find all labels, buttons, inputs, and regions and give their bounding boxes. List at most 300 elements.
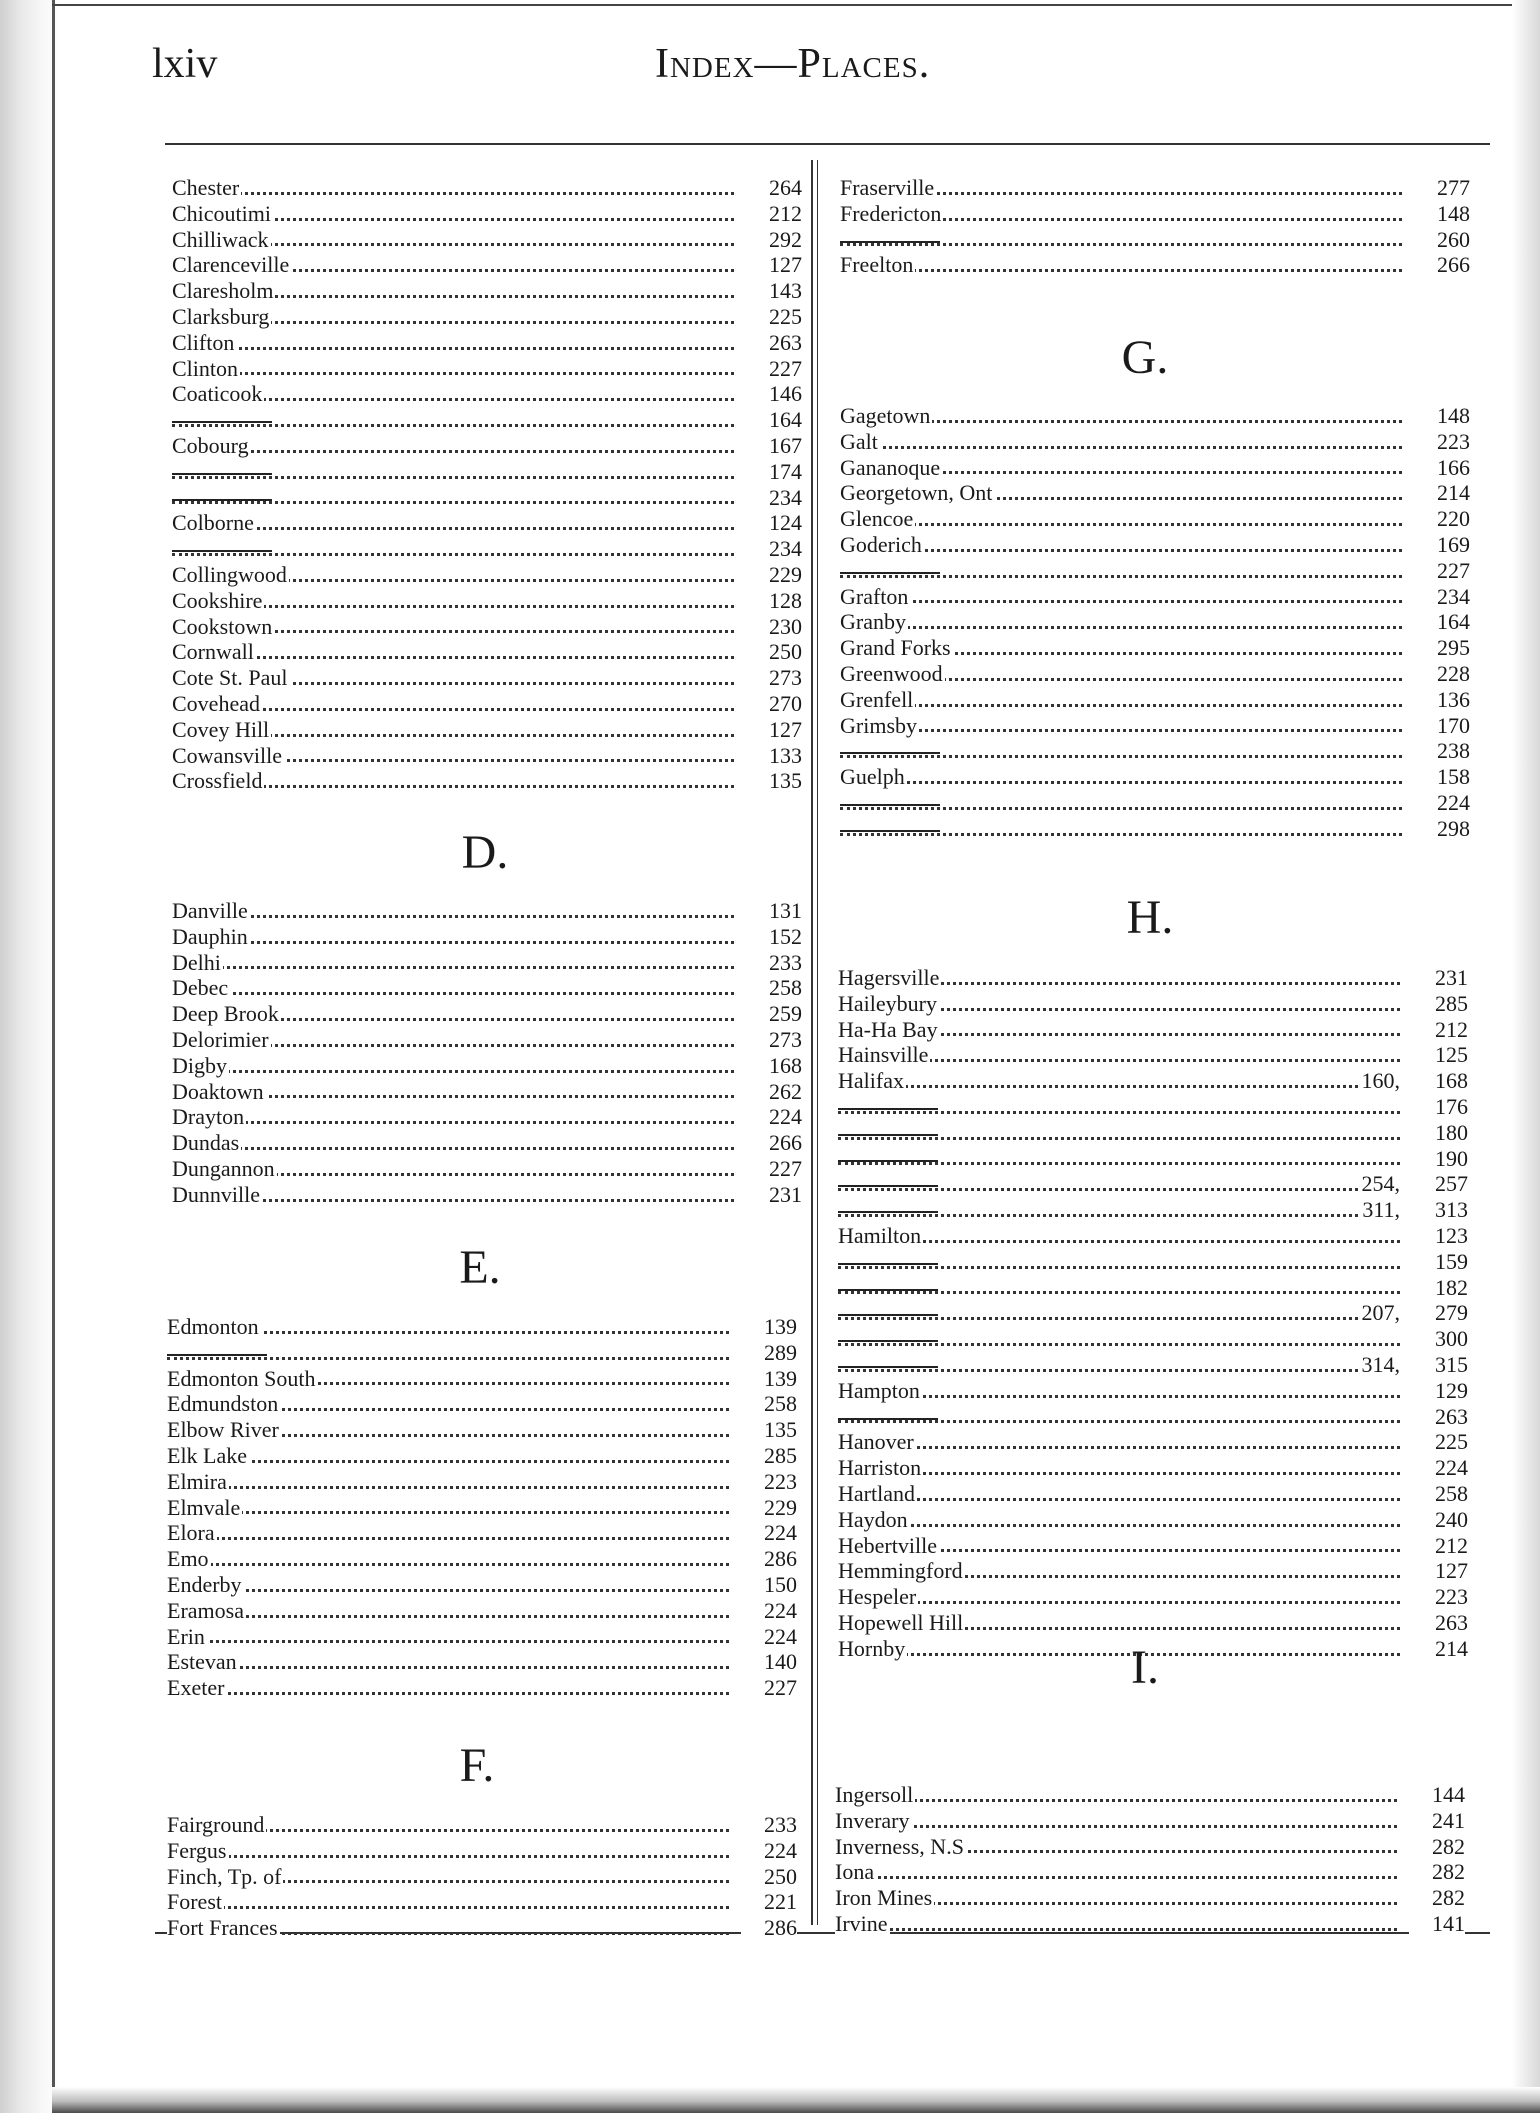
index-entry [167, 1675, 797, 1701]
section-h-list [838, 965, 1468, 1662]
page-number-ref: 313 [1412, 1197, 1468, 1223]
ditto-dash [838, 1185, 938, 1187]
page-number-ref: 131 [746, 898, 802, 924]
page-number-ref: 234 [1414, 584, 1470, 610]
dot-leader [167, 1460, 729, 1463]
page-number-ref: 166 [1414, 455, 1470, 481]
place-name: Glencoe [840, 506, 914, 532]
index-entry [840, 816, 1470, 842]
page-number-ref: 152 [746, 924, 802, 950]
place-name: Clifton [172, 329, 235, 355]
place-name: Granby [840, 609, 906, 635]
page-number-ref: 144 [1409, 1782, 1465, 1808]
index-entry [172, 304, 802, 330]
dot-leader [167, 1486, 729, 1489]
page-number-ref: 224 [741, 1624, 797, 1650]
page-number-ref: 286 [741, 1915, 797, 1941]
place-name: Irvine [835, 1910, 888, 1936]
place-name: Grimsby [840, 712, 917, 738]
dot-leader [167, 1666, 729, 1669]
place-name: Hamilton [838, 1222, 922, 1248]
dot-leader [172, 992, 734, 995]
place-name: Fredericton [840, 200, 942, 226]
ditto-dash [172, 473, 272, 475]
place-name: Elbow River [167, 1417, 279, 1443]
dot-leader [838, 1369, 1400, 1372]
page-number-ref: 250 [741, 1864, 797, 1890]
section-g-list [840, 403, 1470, 842]
letter-heading-e: E. [459, 1241, 501, 1294]
place-name: Dauphin [172, 923, 248, 949]
page-number-ref: 263 [1412, 1610, 1468, 1636]
page-number-ref: 228 [1414, 661, 1470, 687]
dot-leader [172, 941, 734, 944]
dot-leader [840, 833, 1402, 836]
ditto-dash [838, 1289, 938, 1291]
page-number-ref: 260 [1414, 227, 1470, 253]
place-name: Georgetown, Ont [840, 480, 993, 506]
page-number-ref: 168 [746, 1053, 802, 1079]
ditto-dash [838, 1263, 938, 1265]
page-number-ref: 212 [1412, 1017, 1468, 1043]
place-name: Digby [172, 1052, 227, 1078]
page-number-ref: 286 [741, 1546, 797, 1572]
index-entry [172, 1104, 802, 1130]
place-name: Claresholm [172, 278, 274, 304]
dot-leader [840, 729, 1402, 732]
dot-leader [840, 523, 1402, 526]
ditto-dash [840, 752, 940, 754]
index-entry [840, 661, 1470, 687]
place-name: Coaticook [172, 381, 263, 407]
place-name: Elmira [167, 1468, 227, 1494]
place-name: Freelton [840, 252, 914, 278]
page-number-ref: 146 [746, 381, 802, 407]
index-entry [835, 1782, 1465, 1808]
place-name: Cornwall [172, 639, 254, 665]
page-bottom-shadow [52, 2087, 1540, 2113]
index-entry [172, 278, 802, 304]
dot-leader [838, 1524, 1400, 1527]
page-number-ref: 258 [1412, 1481, 1468, 1507]
index-entry [838, 1120, 1468, 1146]
dot-leader [172, 1147, 734, 1150]
page-number-ref: 229 [746, 562, 802, 588]
index-entry [840, 480, 1470, 506]
place-name: Goderich [840, 531, 922, 557]
index-entry [167, 1598, 797, 1624]
dot-leader [838, 1343, 1400, 1346]
page-number-ref: 224 [741, 1520, 797, 1546]
index-entry [838, 1068, 1468, 1094]
page-number-ref: 224 [741, 1838, 797, 1864]
page-number-ref: 285 [741, 1443, 797, 1469]
index-entry [167, 1889, 797, 1915]
index-entry [167, 1572, 797, 1598]
page-number-ref: 123 [1412, 1223, 1468, 1249]
index-entry [840, 506, 1470, 532]
index-entry [172, 691, 802, 717]
place-name: Danville [172, 898, 248, 923]
index-entry [838, 1146, 1468, 1172]
index-entry [838, 1404, 1468, 1430]
index-entry [838, 991, 1468, 1017]
page-number-ref: 295 [1414, 635, 1470, 661]
place-name: Iron Mines [835, 1885, 933, 1911]
dot-leader [167, 1537, 729, 1540]
index-entry [172, 510, 802, 536]
index-entry [838, 1223, 1468, 1249]
page-number-ref: 263 [746, 330, 802, 356]
index-entry [838, 1275, 1468, 1301]
place-name: Gananoque [840, 454, 941, 480]
page-number-ref: 159 [1412, 1249, 1468, 1275]
place-name: Edmundston [167, 1391, 279, 1417]
page-number-ref: 282 [1409, 1834, 1465, 1860]
page-number-ref: 234 [746, 536, 802, 562]
dot-leader [835, 1799, 1397, 1802]
dot-leader [838, 1317, 1400, 1320]
place-name: Doaktown [172, 1078, 264, 1104]
ditto-dash [838, 1211, 938, 1213]
page-number-ref: 230 [746, 614, 802, 640]
place-name: Finch, Tp. of [167, 1863, 282, 1889]
page-number-ref: 258 [741, 1391, 797, 1417]
page-number-ref: 224 [1414, 790, 1470, 816]
index-entry [167, 1812, 797, 1838]
index-entry [172, 536, 802, 562]
dot-leader [167, 1511, 729, 1514]
index-entry [838, 1300, 1468, 1326]
page-number-ref: 233 [746, 950, 802, 976]
index-entry [838, 1171, 1468, 1197]
ditto-dash [838, 1108, 938, 1110]
page-number-ref: 182 [1412, 1275, 1468, 1301]
index-entry [172, 665, 802, 691]
binding-edge-line [52, 0, 55, 2113]
index-entry [840, 532, 1470, 558]
place-name: Elmvale [167, 1494, 241, 1520]
index-entry [172, 459, 802, 485]
dot-leader [167, 1563, 729, 1566]
index-entry [172, 330, 802, 356]
place-name: Eramosa [167, 1597, 244, 1623]
index-entry [838, 1455, 1468, 1481]
ditto-dash [167, 1354, 267, 1356]
ditto-dash [840, 830, 940, 832]
dot-leader [840, 269, 1402, 272]
ditto-dash [172, 499, 272, 501]
dot-leader [172, 476, 734, 479]
dot-leader [838, 1420, 1400, 1423]
place-name: Hagersville [838, 965, 940, 990]
place-name: Dungannon [172, 1155, 275, 1181]
page-number-ref: 125 [1412, 1042, 1468, 1068]
index-entry [840, 738, 1470, 764]
ditto-dash [172, 550, 272, 552]
index-entry [172, 743, 802, 769]
additional-page-number: 254, [1359, 1171, 1401, 1197]
index-entry [838, 1197, 1468, 1223]
page-number-ref: 140 [741, 1649, 797, 1675]
index-entry [172, 768, 802, 794]
index-entry [172, 407, 802, 433]
index-entry [172, 1182, 802, 1208]
page-number-ref: 315 [1412, 1352, 1468, 1378]
ditto-dash [840, 241, 940, 243]
index-entry [167, 1391, 797, 1417]
place-name: Ha-Ha Bay [838, 1016, 938, 1042]
place-name: Covey Hill [172, 716, 270, 742]
index-entry [840, 635, 1470, 661]
page-number-ref: 224 [746, 1104, 802, 1130]
place-name: Fairground [167, 1812, 265, 1837]
page-number-ref: 212 [1412, 1533, 1468, 1559]
index-entry [835, 1911, 1465, 1937]
page-number-ref: 135 [746, 768, 802, 794]
index-entry [167, 1624, 797, 1650]
index-entry [840, 403, 1470, 429]
page-title [655, 40, 930, 88]
index-entry [172, 381, 802, 407]
additional-page-number: 311, [1359, 1197, 1400, 1223]
page-number-ref: 300 [1412, 1326, 1468, 1352]
index-entry [840, 790, 1470, 816]
letter-heading-h: H. [1126, 891, 1174, 944]
place-name: Galt [840, 428, 878, 454]
index-entry [840, 713, 1470, 739]
index-entry [172, 614, 802, 640]
place-name: Erin [167, 1623, 205, 1649]
binding-gutter [0, 0, 60, 2113]
place-name: Fort Frances [167, 1915, 278, 1941]
place-name: Forest [167, 1889, 222, 1915]
place-name: Chester [172, 175, 240, 200]
index-entry [167, 1546, 797, 1572]
dot-leader [838, 1111, 1400, 1114]
page-number-ref: 148 [1414, 403, 1470, 429]
place-name: Clarksburg [172, 303, 270, 329]
index-entry [838, 1017, 1468, 1043]
index-entry [838, 1429, 1468, 1455]
index-entry [840, 687, 1470, 713]
place-name: Clinton [172, 355, 239, 381]
dot-leader [167, 1906, 729, 1909]
index-entry [172, 485, 802, 511]
place-name: Harriston [838, 1455, 922, 1481]
index-entry [172, 227, 802, 253]
page-number-ref: 168 [1412, 1068, 1468, 1094]
page-number-ref: 220 [1414, 506, 1470, 532]
index-entry [172, 562, 802, 588]
index-entry [840, 175, 1470, 201]
dot-leader [840, 600, 1402, 603]
place-name: Hartland [838, 1480, 915, 1506]
dot-leader [838, 1214, 1400, 1217]
page-number-ref: 225 [1412, 1429, 1468, 1455]
index-entry [167, 1520, 797, 1546]
page-number-ref: 223 [741, 1469, 797, 1495]
index-entry [172, 1001, 802, 1027]
place-name: Fraserville [840, 175, 935, 200]
place-name: Crossfield [172, 768, 263, 794]
index-entry [172, 639, 802, 665]
dot-leader [838, 1188, 1400, 1191]
column-divider-inner [817, 160, 818, 1925]
index-entry [172, 950, 802, 976]
dot-leader [838, 1395, 1400, 1398]
dot-leader [838, 1446, 1400, 1449]
page-number-ref: 127 [746, 252, 802, 278]
page-number-ref: 136 [1414, 687, 1470, 713]
index-entry [838, 965, 1468, 991]
page-number-ref: 224 [741, 1598, 797, 1624]
place-name: Inverness, N.S [835, 1833, 964, 1859]
place-name: Hampton [838, 1377, 920, 1403]
page-number-ref: 223 [1414, 429, 1470, 455]
dot-leader [838, 1162, 1400, 1165]
place-name: Hanover [838, 1429, 914, 1455]
index-entry [167, 1443, 797, 1469]
index-entry [838, 1352, 1468, 1378]
index-entry [840, 429, 1470, 455]
dot-leader [840, 626, 1402, 629]
index-entry [840, 558, 1470, 584]
place-name: Haydon [838, 1506, 908, 1532]
index-entry [838, 1507, 1468, 1533]
page-number-ref: 258 [746, 975, 802, 1001]
index-entry [835, 1885, 1465, 1911]
place-name: Gagetown [840, 403, 931, 428]
dot-leader [172, 527, 734, 530]
header-rule [165, 143, 1490, 145]
page-number-ref: 233 [741, 1812, 797, 1838]
place-name: Grenfell [840, 686, 914, 712]
dot-leader [838, 1601, 1400, 1604]
index-entry [167, 1340, 797, 1366]
page-number-ref: 214 [1412, 1636, 1468, 1662]
page-number-ref: 298 [1414, 816, 1470, 842]
ditto-dash [840, 804, 940, 806]
column-divider [811, 160, 813, 1925]
place-name: Chilliwack [172, 226, 269, 252]
index-entry [172, 924, 802, 950]
page-number-ref: 240 [1412, 1507, 1468, 1533]
page-number-ref: 167 [746, 433, 802, 459]
title-part-places: Places. [797, 41, 931, 87]
additional-page-number: 314, [1359, 1352, 1401, 1378]
index-entry [172, 1053, 802, 1079]
ditto-dash [838, 1366, 938, 1368]
dot-leader [172, 553, 734, 556]
section-c-list [172, 175, 802, 794]
dot-leader [172, 1121, 734, 1124]
dot-leader [167, 1692, 729, 1695]
dot-leader [167, 1855, 729, 1858]
index-entry [172, 433, 802, 459]
index-entry [840, 455, 1470, 481]
place-name: Enderby [167, 1571, 242, 1597]
page-number-ref: 224 [1412, 1455, 1468, 1481]
index-entry [167, 1314, 797, 1340]
page-number-ref: 231 [746, 1182, 802, 1208]
place-name: Collingwood [172, 561, 287, 587]
place-name: Grafton [840, 583, 909, 609]
index-entry [838, 1584, 1468, 1610]
index-entry [835, 1808, 1465, 1834]
dot-leader [172, 1070, 734, 1073]
page-number-ref: 148 [1414, 201, 1470, 227]
place-name: Cowansville [172, 742, 282, 768]
dot-leader [840, 243, 1402, 246]
place-name: Hemmingford [838, 1558, 963, 1584]
page-number-ref: 150 [741, 1572, 797, 1598]
place-name: Chicoutimi [172, 200, 271, 226]
dot-leader [835, 1876, 1397, 1879]
dot-leader [172, 424, 734, 427]
page-number-ref: 227 [746, 1156, 802, 1182]
index-entry [172, 175, 802, 201]
place-name: Ingersoll [835, 1782, 914, 1807]
dot-leader [838, 1498, 1400, 1501]
place-name: Cookstown [172, 613, 273, 639]
place-name: Iona [835, 1859, 875, 1885]
index-entry [167, 1915, 797, 1941]
place-name: Hebertville [838, 1532, 937, 1558]
page-number-ref: 266 [1414, 252, 1470, 278]
place-name: Delhi [172, 949, 221, 975]
letter-heading-f: F. [459, 1739, 495, 1792]
index-entry [172, 975, 802, 1001]
page-number-ref: 241 [1409, 1808, 1465, 1834]
page-number: lxiv [152, 41, 218, 87]
dot-leader [840, 575, 1402, 578]
index-entry [838, 1378, 1468, 1404]
page-number-ref: 234 [746, 485, 802, 511]
dot-leader [835, 1928, 1397, 1931]
place-name: Hainsville [838, 1042, 929, 1068]
page-number-ref: 139 [741, 1366, 797, 1392]
page-number-ref: 170 [1414, 713, 1470, 739]
index-entry [167, 1838, 797, 1864]
index-entry [167, 1495, 797, 1521]
page-number-ref: 266 [746, 1130, 802, 1156]
place-name: Deep Brook [172, 1001, 279, 1027]
index-entry [838, 1610, 1468, 1636]
page-number-ref: 139 [741, 1314, 797, 1340]
dot-leader [172, 656, 734, 659]
index-entry [167, 1417, 797, 1443]
page-number-ref: 229 [741, 1495, 797, 1521]
dot-leader [172, 915, 734, 918]
dot-leader [172, 501, 734, 504]
dot-leader [167, 1357, 729, 1360]
title-part-index: Index [655, 41, 755, 87]
dot-leader [840, 755, 1402, 758]
place-name: Covehead [172, 690, 260, 716]
letter-heading-d: D. [461, 826, 509, 879]
index-entry [167, 1366, 797, 1392]
dot-leader [838, 1291, 1400, 1294]
dot-leader [840, 446, 1402, 449]
page-number-ref: 277 [1414, 175, 1470, 201]
index-entry [838, 1249, 1468, 1275]
page-number-ref: 143 [746, 278, 802, 304]
section-f-list [167, 1812, 797, 1941]
index-entry [172, 201, 802, 227]
place-name: Inverary [835, 1807, 910, 1833]
page-number-ref: 270 [746, 691, 802, 717]
